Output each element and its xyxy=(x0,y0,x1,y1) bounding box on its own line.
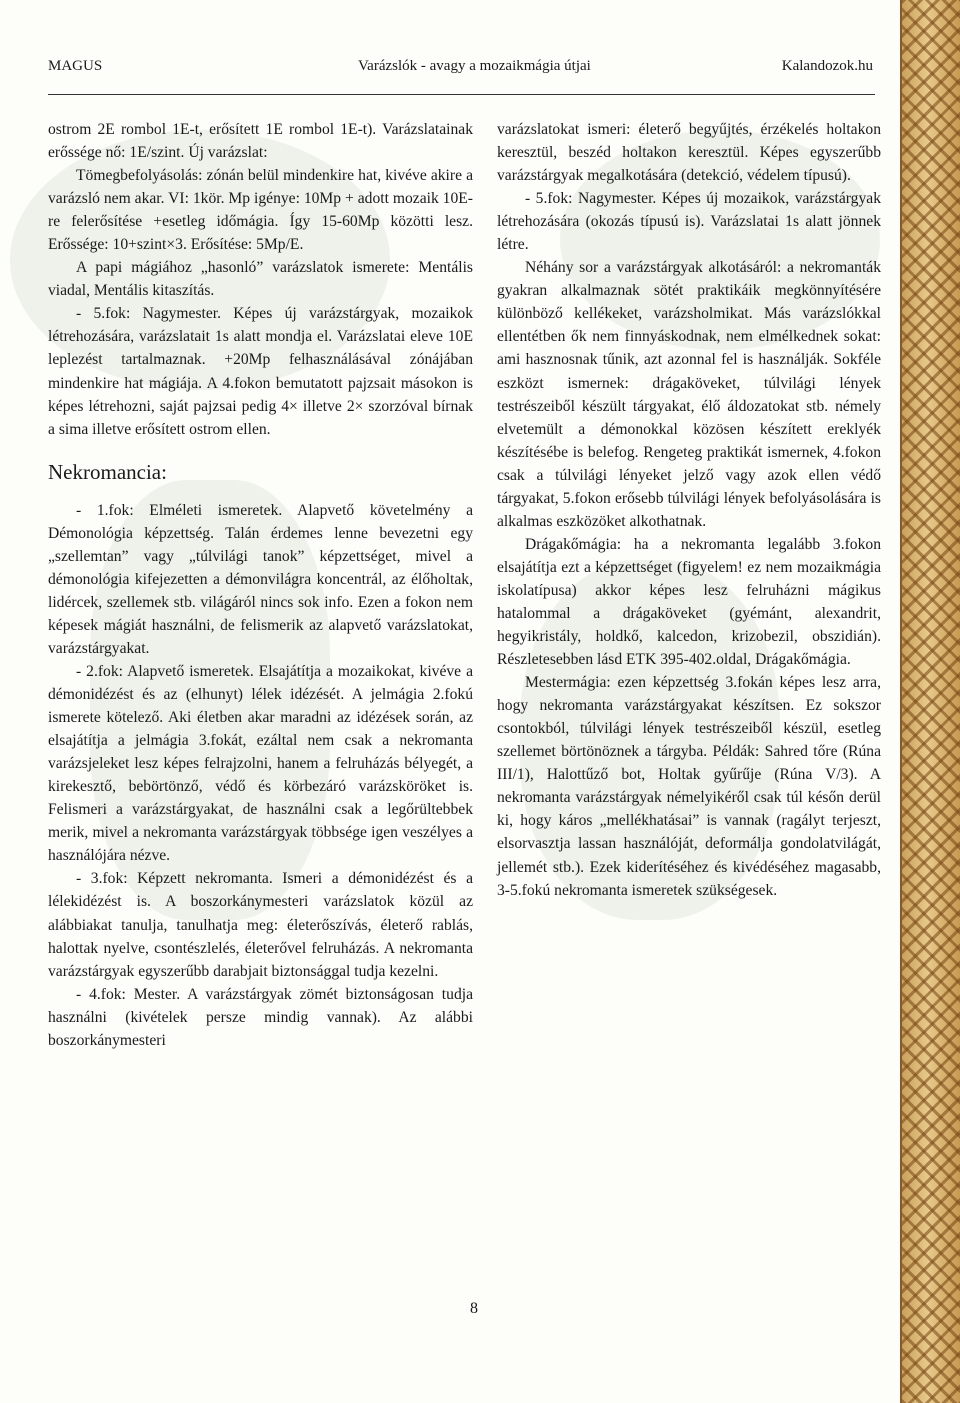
section-heading: Nekromancia: xyxy=(48,459,167,484)
right-column xyxy=(497,118,881,902)
header-left: MAGUS xyxy=(48,58,103,74)
paragraph: Drágakőmágia: ha a nekromanta legalább 3.fokon elsajátítja ezt a képzettséget (figyelem! ez nem mozaikmágia iskolatípusa) akkor képes lesz felruházni mágikus hatalommal a drágaköveket (gyémánt, alexandrit, hegyikristály, holdkő, kalcedon, krizobezil, obszidián). Részletesebben lásd ETK 395-402.oldal, Drágakőmágia. xyxy=(497,535,881,669)
paragraph: Néhány sor a varázstárgyak alkotásáról: a nekromanták gyakran alkalmaznak sötét praktikáik megkönnyítésére különböző kellékeket, varázsholmikat. Más varázslókkal ellentétben ők nem finnyáskodnak, nem elmélkednek sokat: ami hasznosnak tűnik, azt azonnal fel is használják. Sokféle eszközt ismernek: drágaköveket, túlvilági lények testrészeiből készült tárgyakat, élő áldozatokat stb. némely elvetemült a démonokkal közösen készített ereklyék készítésébe is belefog. Rengeteg praktikát ismernek, 4.fokon csak a túlvilági lényeket jelző vagy azok ellen védő tárgyakat, 5.fokon erősebb túlvilági lények befolyásolására is alkalmas eszközöket alkothatnak. xyxy=(497,259,881,530)
header-right: Kalandozok.hu xyxy=(781,58,873,74)
paragraph: - 1.fok: Elméleti ismeretek. Alapvető követelmény a Démonológia képzettség. Talán érdemes lenne bevezetni egy „szellemtan” vagy „túlvilági tanok” képzettséget, mivel a démonológia kifejezetten a démonvilágra koncentrál, az élőholtak, lidércek, szellemek stb. világáról nincs sok info. Ezen a fokon nem képesek mágiát használni, de felismerik az alapvető varázslatokat, varázstárgyakat. xyxy=(48,501,473,657)
paragraph: - 5.fok: Nagymester. Képes új varázstárgyak, mozaikok létrehozására, varázslatait 1s alatt mondja el. Varázslatai eleve 10E leplezést tartalmaznak. +20Mp felhasználásával zónájában mindenkire hat mágiája. A 4.fokon bemutatott pajzsait másokon is képes létrehozni, saját pajzsai pedig 4× illetve 2× szorzóval bírnak a sima illetve erősített ostrom ellen. xyxy=(48,305,473,438)
paragraph: - 3.fok: Képzett nekromanta. Ismeri a démonidézést és a lélekidézést is. A boszorkánymesteri varázslatok közül az alábbiakat tanulja, tanulhatja meg: életerőszívás, életerő rablás, halottak nyelve, csontészlelés, életerővel felruházás. A nekromanta varázstárgyak egyszerűbb darabjait biztonsággal tudja kezelni. xyxy=(48,870,473,980)
paragraph: - 5.fok: Nagymester. Képes új mozaikok, varázstárgyak létrehozására (okozás típusú is). Varázslatai 1s alatt jönnek létre. xyxy=(497,190,881,254)
paragraph: - 4.fok: Mester. A varázstárgyak zömét biztonságosan tudja használni (kivételek persze mindig vannak). Az alábbi boszorkánymesteri xyxy=(48,985,473,1049)
page-number: 8 xyxy=(470,1300,478,1317)
paragraph: - 2.fok: Alapvető ismeretek. Elsajátítja a mozaikokat, kivéve a démonidézést és az (elhunyt) lélek idézését. A jelmágia 2.fokú ismerete kötelező. Aki életben akar maradni az idézések során, az elsajátítja a jelmágia 3.fokát, ezáltal nem csak a nekromanta varázsjeleket lesz képes felrajzolni, hanem a felruházás bélyegét, a kirekesztő, bebörtönző, védő és körbezáró varázsköröket is. Felismeri a varázstárgyakat, de használni csak a legőrültebbek merik, mivel a nekromanta varázstárgyak többsége igen veszélyes a használójára nézve. xyxy=(48,662,473,865)
paragraph: A papi mágiához „hasonló” varázslatok ismerete: Mentális viadal, Mentális kitaszítás. xyxy=(48,259,473,300)
paragraph: varázslatokat ismeri: életerő begyűjtés, érzékelés holtakon keresztül, beszéd holtakon keresztül. Képes egyszerűbb varázstárgyak megalkotására (detekció, védelem típusú). xyxy=(497,121,881,185)
left-column xyxy=(48,118,473,1052)
header-divider xyxy=(48,94,875,95)
decorative-border xyxy=(900,0,960,1403)
paragraph: ostrom 2E rombol 1E-t, erősített 1E rombol 1E-t). Varázslatainak erőssége nő: 1E/szint. Új varázslat: xyxy=(48,121,473,162)
paragraph: Mestermágia: ezen képzettség 3.fokán képes lesz arra, hogy nekromanta varázstárgyakat készítsen. Ez sokszor csontokból, túlvilági lények testrészeiből készül, esetleg szellemet börtönöznek a tárgyba. Példák: Sahred tőre (Rúna III/1), Halottűző bot, Holtak gyűrűje (Rúna V/3). A nekromanta varázstárgyak némelyikéről csak túl későn derül ki, hogy káros „mellékhatásai” is vannak (ragályt terjeszt, elsorvasztja lassan használóját, deformálja gondolatvilágát, jellemét stb.). Ezek kiderítéséhez és kivédéséhez magasabb, 3-5.fokú nekromanta ismeretek szükségesek. xyxy=(497,674,881,899)
paragraph: Tömegbefolyásolás: zónán belül mindenkire hat, kivéve akire a varázsló nem akar. VI: 1kör. Mp igénye: 10Mp + adott mozaik 10E-re felerősítése +esetleg időmágia. Így 15-60Mp közötti lesz. Erőssége: 10+szint×3. Erősítése: 5Mp/E. xyxy=(48,167,473,254)
header-title: Varázslók - avagy a mozaikmágia útjai xyxy=(358,58,591,74)
page-header xyxy=(48,58,873,82)
